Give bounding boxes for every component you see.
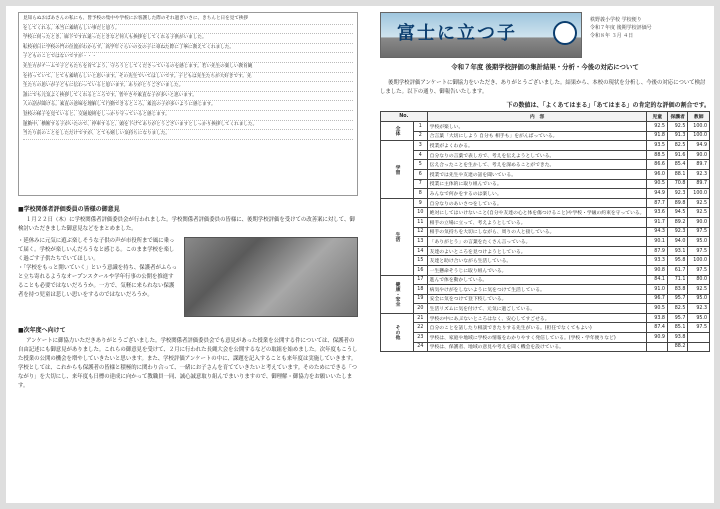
parents-value: 89.2 xyxy=(667,217,687,227)
row-number: 4 xyxy=(414,150,428,160)
teachers-value: 89.7 xyxy=(688,179,710,189)
parents-value: 82.5 xyxy=(667,141,687,151)
row-number: 24 xyxy=(414,342,428,352)
table-row xyxy=(381,265,710,275)
table-row xyxy=(381,208,710,218)
table-row xyxy=(381,141,710,151)
students-value: 93.5 xyxy=(647,141,667,151)
item-text: 一生懸命そうじに取り組んでいる。 xyxy=(427,265,647,275)
row-number: 19 xyxy=(414,294,428,304)
table-row xyxy=(381,323,710,333)
row-number: 7 xyxy=(414,179,428,189)
category-cell: 全体 xyxy=(381,122,414,141)
section1-paragraph: １月２２日（木）に学校関係者評価委員会が行われました。学校関係者評価委員の皆様に、後期学校評価を受けての改善案に対して、御検討いただきました御意見などをまとめました。 xyxy=(18,217,355,232)
section2-paragraph: アンケートに御協力いただきありがとうございました。学校関係者評価委員会でも意見があった授業を公開する件については、保護者の自由記述にも御意見がありました。これらの御意見を受けて、２月に行われた長縄大会を公開するなどの取組を始めました。次年度もこうした授業の公開の機会を増やしていきたいと思います。また、学校評価アンケートの中に、課題を記入することも来年度は実施していきます。 学校としては、これからも保護者の皆様と積極的に関わり合って、一緒にお子さんを育てていきたいと考えています。そのためにできる「つながり」を大切にし、来年度も日標の達成に向かって教職員一同、誠心誠意取り組んでまいりますので、御理解・御協力をお願いいたします。 xyxy=(18,338,358,389)
teachers-value xyxy=(688,342,710,352)
comment-line: 当たり前のことをしただけですが、とても嬉しい気持ちになりました。 xyxy=(23,130,353,140)
report-headline: 令和７年度 後期学校評価の集計結果・分析・今後の対応について xyxy=(451,63,639,71)
row-number: 6 xyxy=(414,169,428,179)
students-value: 96.0 xyxy=(647,169,667,179)
parents-value: 95.8 xyxy=(667,256,687,266)
item-text: 授業では先生や友達の話を聞いている。 xyxy=(427,169,647,179)
students-value: 90.5 xyxy=(647,304,667,314)
row-number: 17 xyxy=(414,275,428,285)
row-number: 9 xyxy=(414,198,428,208)
teachers-value: 92.3 xyxy=(688,304,710,314)
section1-bullets xyxy=(18,237,178,317)
banner-info-line: 秩野義小学校 学校便り xyxy=(590,17,642,23)
parents-value: 88.2 xyxy=(667,342,687,352)
parents-value: 92.3 xyxy=(667,189,687,199)
item-text: 「ありがとう」の言葉をたくさん言っている。 xyxy=(427,237,647,247)
category-cell: 健康・安全 xyxy=(381,275,414,313)
school-seal-icon xyxy=(553,21,577,45)
students-value: 91.0 xyxy=(647,285,667,295)
row-number: 3 xyxy=(414,141,428,151)
parents-value: 93.1 xyxy=(667,246,687,256)
row-number: 20 xyxy=(414,304,428,314)
comment-line: をしてくれる。本当に素晴らしい事だと思う。 xyxy=(23,25,353,35)
comment-line: 人の話が聞ける。素直の意味を理解して行動できるところ。素直の子が多いように感じます。 xyxy=(23,101,353,111)
newsletter-page xyxy=(6,6,714,503)
table-row xyxy=(381,189,710,199)
table-row xyxy=(381,150,710,160)
students-value: 87.4 xyxy=(647,323,667,333)
parents-value: 92.3 xyxy=(667,227,687,237)
row-number: 16 xyxy=(414,265,428,275)
header-teachers: 教師 xyxy=(688,112,710,122)
row-number: 22 xyxy=(414,323,428,333)
parents-value: 85.4 xyxy=(667,160,687,170)
students-value: 90.5 xyxy=(647,179,667,189)
item-text: 合言葉「大切にしよう 自分も 相手も」をがんばっている。 xyxy=(427,131,647,141)
students-value: 92.5 xyxy=(647,122,667,132)
row-number: 14 xyxy=(414,246,428,256)
item-text: 授業に主体的に取り組んでいる。 xyxy=(427,179,647,189)
students-value: 90.1 xyxy=(647,237,667,247)
category-cell: 生活 xyxy=(381,198,414,275)
students-value: 91.7 xyxy=(647,217,667,227)
table-row xyxy=(381,217,710,227)
item-text: 学校が楽しい。 xyxy=(427,122,647,132)
teachers-value: 94.9 xyxy=(688,141,710,151)
table-row xyxy=(381,256,710,266)
banner-info-line: 令和８年 ３月 ４日 xyxy=(590,33,634,39)
newsletter-banner xyxy=(380,12,710,58)
item-text: 学校は、保護者、地域の意見や考えを聞く機会を設けている。 xyxy=(427,342,647,352)
parents-value: 89.8 xyxy=(667,198,687,208)
comment-line: を持っていて、とても素晴らしいと思います。その先生でいてほしいです。子どもは先生たちが大好きです。先 xyxy=(23,73,353,83)
comment-line: 転校初日に学校の門の位置がわからず、高学年ぐらいの女の子に尋ねた際に丁寧に教えてくれました。 xyxy=(23,44,353,54)
bullet-item: ・「学校をもっと開いていく」という意識を持ち、保護者がふらっと立ち寄れるようなオープンスクールや学年行事の公開を推進することも必要ではないだろうか。一方で、気軽に来られない保護者を持つ児童は悲しい思いをするのではないだろうか。 xyxy=(18,265,178,298)
table-row xyxy=(381,122,710,132)
header-students: 児童 xyxy=(647,112,667,122)
teachers-value: 90.0 xyxy=(688,217,710,227)
item-text: 学校の中にあぶないところはなく、安心してすごせる。 xyxy=(427,313,647,323)
row-number: 8 xyxy=(414,189,428,199)
banner-info xyxy=(590,16,652,58)
row-number: 1 xyxy=(414,122,428,132)
comment-line: 登校の様子を見ていると、交通規則をしっかり守っていると感じます。 xyxy=(23,111,353,121)
students-value: 90.8 xyxy=(647,265,667,275)
table-row xyxy=(381,198,710,208)
section1-photo-row xyxy=(18,237,358,317)
teachers-value: 92.5 xyxy=(688,208,710,218)
teachers-value: 100.0 xyxy=(688,131,710,141)
item-text: 進んで体を動かしている。 xyxy=(427,275,647,285)
row-number: 2 xyxy=(414,131,428,141)
parent-comments-box xyxy=(18,12,358,196)
comment-line: 子どものことではないですが・・・ xyxy=(23,53,353,63)
table-header-row xyxy=(381,112,710,122)
parents-value: 70.8 xyxy=(667,179,687,189)
table-row xyxy=(381,160,710,170)
teachers-value: 100.0 xyxy=(688,256,710,266)
parents-value: 71.1 xyxy=(667,275,687,285)
table-row xyxy=(381,294,710,304)
category-cell: その他 xyxy=(381,313,414,351)
teachers-value xyxy=(688,333,710,343)
table-row xyxy=(381,275,710,285)
teachers-value: 100.0 xyxy=(688,122,710,132)
item-text: 生活リズムに気を付けて、元気に過ごしている。 xyxy=(427,304,647,314)
table-row xyxy=(381,131,710,141)
item-text: 学校は、家庭や地域に学校の情報をわかりやすく発信している。(学校・学年便りなど) xyxy=(427,333,647,343)
parents-value: 93.8 xyxy=(667,333,687,343)
parents-value: 91.3 xyxy=(667,131,687,141)
header-parents: 保護者 xyxy=(667,112,687,122)
comment-line: 見知らぬおばあさんの私にも、皆予校の集中や学校にお客護した際のそれ過ぎいさに、きちんと日を見て挨拶 xyxy=(23,15,353,25)
students-value: 93.3 xyxy=(647,256,667,266)
right-column xyxy=(380,12,710,352)
teachers-value: 97.5 xyxy=(688,265,710,275)
comment-line: 運動中、横断する子がいたので、停車すると、頭を下げてありがとうございますとしっかり挨拶してくれました。 xyxy=(23,121,353,131)
header-no: No. xyxy=(381,112,428,122)
item-text: 自分のことを話したり相談できたりする先生がいる。(担任でなくてもよい) xyxy=(427,323,647,333)
table-row xyxy=(381,237,710,247)
item-text: 絶対にしてはいけないこと(自分や友達の心と体を傷つけること)や学校・学級の約束を守っている。 xyxy=(427,208,647,218)
item-text: 相手の立場に立って、考えようとしている。 xyxy=(427,217,647,227)
parents-value: 95.7 xyxy=(667,313,687,323)
comment-line: 先生方がチームで子どもたちを育てよう、守ろうとしてくださっているのを感じます。若い先生の楽しい教育観 xyxy=(23,63,353,73)
teachers-value: 97.5 xyxy=(688,227,710,237)
bullet-item: ・延休みに元気に遊ぶ楽しそうな子供の声が市役所まで風に乗って届く。学校が楽しいんだろうなと感じる。このまま学校を楽しく過ごす子供たちでいてほしい。 xyxy=(18,238,175,262)
students-value: 93.6 xyxy=(647,208,667,218)
parents-value: 91.6 xyxy=(667,150,687,160)
report-intro: 後期学校評価アンケートに御協力をいただき、ありがとうございました。結果から、本校の現状を分析し、今後の対応について検討しました。以下の通り、御報告いたします。 xyxy=(380,80,706,95)
table-row xyxy=(381,179,710,189)
row-number: 5 xyxy=(414,160,428,170)
teachers-value: 92.3 xyxy=(688,169,710,179)
category-cell: 学習 xyxy=(381,141,414,199)
row-number: 21 xyxy=(414,313,428,323)
students-value: 90.9 xyxy=(647,333,667,343)
table-row xyxy=(381,304,710,314)
left-column xyxy=(18,12,358,391)
item-text: 相手の気持ちを大切にしながら、周りの人と接している。 xyxy=(427,227,647,237)
banner-image xyxy=(380,12,582,58)
item-text: 自分なりの言葉で表し方で、考えを伝えようとしている。 xyxy=(427,150,647,160)
teachers-value: 95.0 xyxy=(688,237,710,247)
students-value xyxy=(647,342,667,352)
students-value: 96.7 xyxy=(647,294,667,304)
row-number: 15 xyxy=(414,256,428,266)
evaluation-table xyxy=(380,111,710,352)
item-text: 伝え合ったことを生かして、考えを深めることができた。 xyxy=(427,160,647,170)
row-number: 12 xyxy=(414,227,428,237)
teachers-value: 97.5 xyxy=(688,323,710,333)
students-value: 93.8 xyxy=(647,313,667,323)
comment-line: 学校に伺ったとき、廊下ですれ違ったときなど何人も挨拶をしてくれる子供がいました。 xyxy=(23,34,353,44)
comment-line: 誰にでも元気よく挨拶してくれるところです。皆やさや素直な子が多いと思います。 xyxy=(23,92,353,102)
parents-value: 92.5 xyxy=(667,122,687,132)
parents-value: 61.7 xyxy=(667,265,687,275)
comment-line: 生たちの思いが子どもに伝わっていると思います。ありがとうございました。 xyxy=(23,82,353,92)
item-text: 友達のよいところを見つけようとしている。 xyxy=(427,246,647,256)
teachers-value: 92.5 xyxy=(688,198,710,208)
header-content: 内 容 xyxy=(427,112,647,122)
students-value: 88.5 xyxy=(647,150,667,160)
item-text: 授業がよくわかる。 xyxy=(427,141,647,151)
students-value: 94.9 xyxy=(647,189,667,199)
parents-value: 88.1 xyxy=(667,169,687,179)
teachers-value: 89.7 xyxy=(688,160,710,170)
table-row xyxy=(381,333,710,343)
students-value: 84.1 xyxy=(647,275,667,285)
section2-title: ■次年度へ向けて xyxy=(18,327,66,334)
row-number: 13 xyxy=(414,237,428,247)
teachers-value: 95.0 xyxy=(688,294,710,304)
parents-value: 83.8 xyxy=(667,285,687,295)
parents-value: 82.5 xyxy=(667,304,687,314)
table-row xyxy=(381,227,710,237)
teachers-value: 100.0 xyxy=(688,189,710,199)
table-row xyxy=(381,169,710,179)
banner-info-line: 令和７年度 後期学校評価号 xyxy=(590,25,652,31)
students-value: 86.6 xyxy=(647,160,667,170)
table-row xyxy=(381,313,710,323)
row-number: 10 xyxy=(414,208,428,218)
teachers-value: 97.5 xyxy=(688,246,710,256)
parents-value: 95.7 xyxy=(667,294,687,304)
item-text: 病気やけがをしないように気をつけて生活している。 xyxy=(427,285,647,295)
table-row xyxy=(381,246,710,256)
students-value: 87.7 xyxy=(647,198,667,208)
table-caption: 下の数値は、「よくあてはまる」「あてはまる」の肯定的な評価の割合です。 xyxy=(506,102,710,109)
teachers-value: 92.5 xyxy=(688,285,710,295)
item-text: 友達と助け合いながら生活している。 xyxy=(427,256,647,266)
banner-title: 富士に立つ子 xyxy=(397,23,517,44)
parents-value: 94.0 xyxy=(667,237,687,247)
row-number: 11 xyxy=(414,217,428,227)
section1-title: ■学校関係者評価委員の皆様の御意見 xyxy=(18,206,120,213)
teachers-value: 80.0 xyxy=(688,275,710,285)
item-text: 自分なりのあいさつをしている。 xyxy=(427,198,647,208)
students-value: 94.3 xyxy=(647,227,667,237)
meeting-photo xyxy=(184,237,358,317)
teachers-value: 95.0 xyxy=(688,313,710,323)
students-value: 91.8 xyxy=(647,131,667,141)
parents-value: 85.1 xyxy=(667,323,687,333)
item-text: 安全に気をつけて登下校している。 xyxy=(427,294,647,304)
table-row xyxy=(381,342,710,352)
parents-value: 94.5 xyxy=(667,208,687,218)
teachers-value: 90.0 xyxy=(688,150,710,160)
row-number: 18 xyxy=(414,285,428,295)
item-text: みんなで何かをするのは楽しい。 xyxy=(427,189,647,199)
table-row xyxy=(381,285,710,295)
row-number: 23 xyxy=(414,333,428,343)
students-value: 87.9 xyxy=(647,246,667,256)
